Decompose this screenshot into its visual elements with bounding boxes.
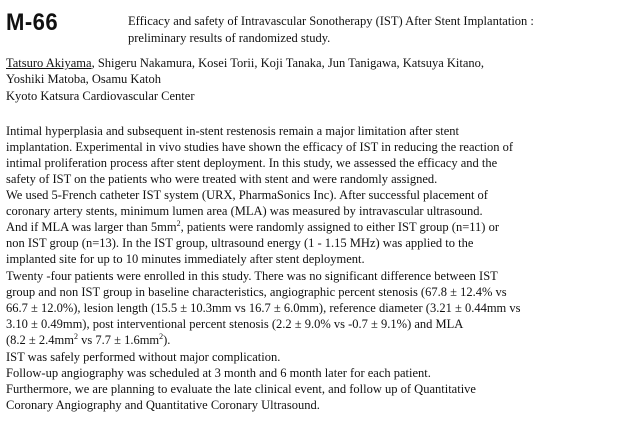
body-line-2: implantation. Experimental in vivo studies have shown the efficacy of IST in reducing the reaction of [6,140,514,154]
body-line-6: coronary artery stents, minimum lumen area (MLA) was measured by intravascular ultrasound. [6,204,483,218]
superscript-2: 2 [73,332,78,341]
body-line-5: We used 5-French catheter IST system (URX, PharmaSonics Inc). After successful placement of [6,188,488,202]
body-line-14-text-a: (8.2 ± 2.4mm [6,333,74,347]
body-line-14-text-b: vs 7.7 ± 1.6mm [77,333,160,347]
abstract-code: M-66 [6,9,59,36]
body-line-18: Coronary Angiography and Quantitative Coronary Ultrasound. [6,398,320,412]
superscript-2: 2 [176,219,181,228]
abstract-title-line-1: Efficacy and safety of Intravascular Sonotherapy (IST) After Stent Implantation : [128,14,534,28]
body-line-11: group and non IST group in baseline characteristics, angiographic percent stenosis (67.8 ± 12.4% vs [6,285,507,299]
body-line-3: intimal proliferation process after stent deployment. In this study, we assessed the efficacy and the [6,156,498,170]
body-line-7-text-b: , patients were randomly assigned to either IST group (n=11) or [180,220,500,234]
body-line-7-text-a: And if MLA was larger than 5mm [6,220,177,234]
body-line-17: Furthermore, we are planning to evaluate the late clinical event, and follow up of Quantitative [6,382,476,396]
body-line-13: 3.10 ± 0.49mm), post interventional percent stenosis (2.2 ± 9.0% vs -0.7 ± 9.1%) and MLA [6,317,464,331]
body-line-7 [6,219,499,235]
co-authors-line-1: , Shigeru Nakamura, Kosei Torii, Koji Tanaka, Jun Tanigawa, Katsuya Kitano, [91,56,485,70]
body-line-14 [6,332,170,348]
affiliation: Kyoto Katsura Cardiovascular Center [6,89,195,103]
body-line-12: 66.7 ± 12.0%), lesion length (15.5 ± 10.3mm vs 16.7 ± 6.0mm), reference diameter (3.21 ± 0.44mm vs [6,301,521,315]
body-line-4: safety of IST on the patients who were treated with stent and were randomly assigned. [6,172,438,186]
presenting-author: Tatsuro Akiyama [6,56,92,70]
superscript-2: 2 [159,332,164,341]
body-line-16: Follow-up angiography was scheduled at 3 month and 6 month later for each patient. [6,366,431,380]
body-line-9: implanted site for up to 10 minutes immediately after stent deployment. [6,252,365,266]
abstract-title-line-2: preliminary results of randomized study. [128,31,331,45]
body-line-10: Twenty -four patients were enrolled in this study. There was no significant difference between IST [6,269,498,283]
body-line-14-text-c: ). [163,333,171,347]
body-line-8: non IST group (n=13). In the IST group, ultrasound energy (1 - 1.15 MHz) was applied to the [6,236,474,250]
body-line-15: IST was safely performed without major complication. [6,350,281,364]
authors-line-1 [6,55,484,71]
body-line-1: Intimal hyperplasia and subsequent in-stent restenosis remain a major limitation after stent [6,124,460,138]
authors-line-2: Yoshiki Matoba, Osamu Katoh [6,72,161,86]
